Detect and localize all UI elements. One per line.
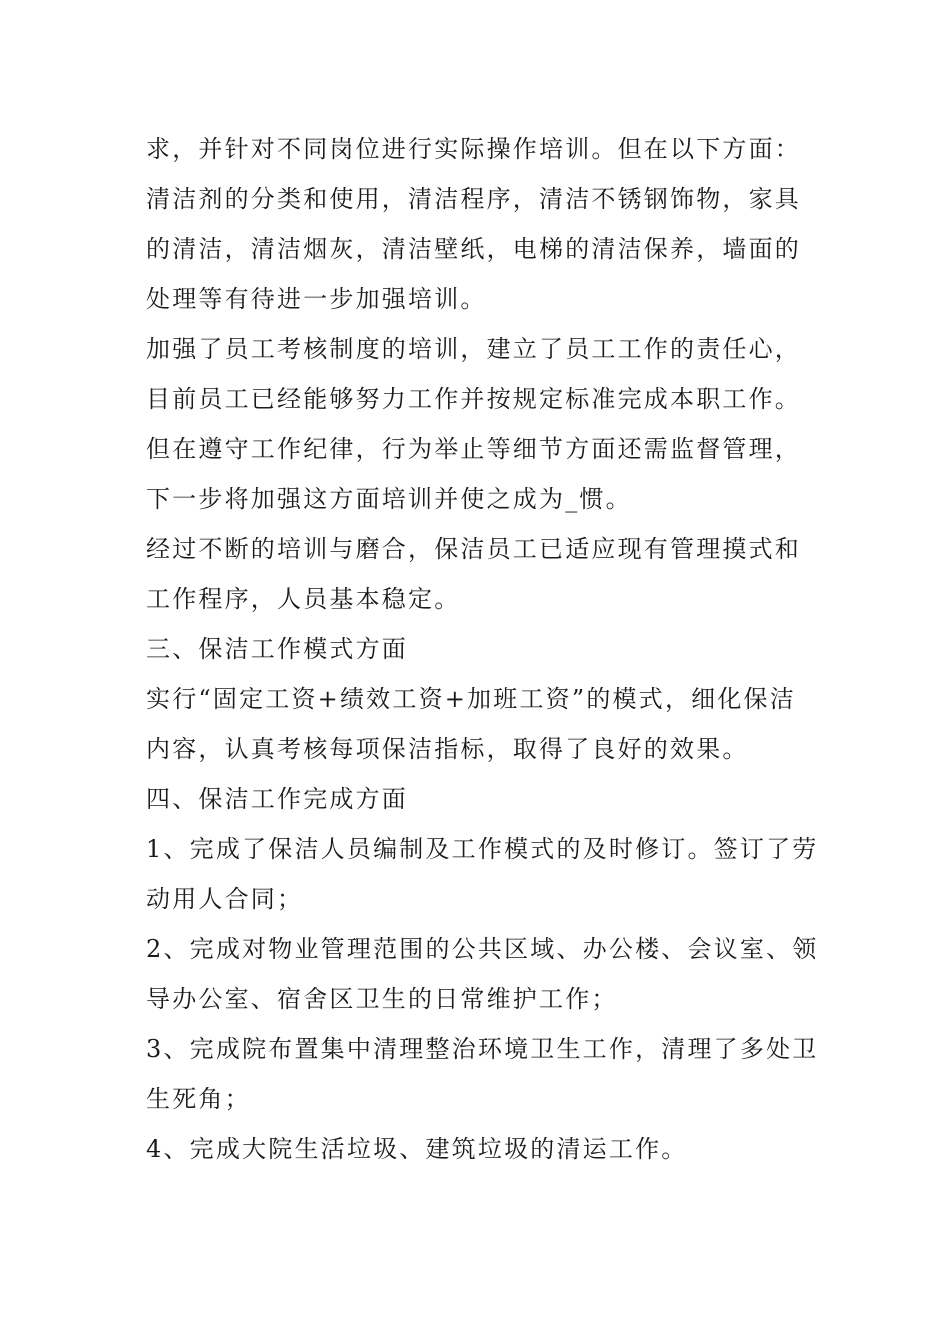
list-item-line: 生死角；: [146, 1085, 251, 1113]
text-line: 的清洁，清洁烟灰，清洁壁纸，电梯的清洁保养，墙面的: [146, 235, 801, 263]
list-item-line: 3、完成院布置集中清理整治环境卫生工作，清理了多处卫: [146, 1035, 819, 1063]
list-item-line: 动用人合同；: [146, 885, 304, 913]
text-line: 目前员工已经能够努力工作并按规定标准完成本职工作。: [146, 385, 801, 413]
list-item-line: 1、完成了保洁人员编制及工作模式的及时修订。签订了劳: [146, 835, 819, 863]
list-item-line: 4、完成大院生活垃圾、建筑垃圾的清运工作。: [146, 1135, 688, 1163]
section-heading: 四、保洁工作完成方面: [146, 785, 408, 813]
text-line: 内容，认真考核每项保洁指标，取得了良好的效果。: [146, 735, 749, 763]
text-line: 下一步将加强这方面培训并使之成为_惯。: [146, 485, 632, 513]
document-body: [146, 124, 819, 1174]
text-line: 实行“固定工资+绩效工资+加班工资”的模式，细化保洁: [146, 685, 796, 713]
text-line: 经过不断的培训与磨合，保洁员工已适应现有管理摸式和: [146, 535, 801, 563]
text-line: 求，并针对不同岗位进行实际操作培训。但在以下方面：: [146, 135, 801, 163]
text-line: 加强了员工考核制度的培训，建立了员工工作的责任心，: [146, 335, 801, 363]
text-line: 清洁剂的分类和使用，清洁程序，清洁不锈钢饰物，家具: [146, 185, 801, 213]
text-line: 处理等有待进一步加强培训。: [146, 285, 487, 313]
list-item-line: 2、完成对物业管理范围的公共区域、办公楼、会议室、领: [146, 935, 819, 963]
section-heading: 三、保洁工作模式方面: [146, 635, 408, 663]
text-line: 工作程序，人员基本稳定。: [146, 585, 461, 613]
list-item-line: 导办公室、宿舍区卫生的日常维护工作；: [146, 985, 618, 1013]
text-line: 但在遵守工作纪律，行为举止等细节方面还需监督管理，: [146, 435, 801, 463]
